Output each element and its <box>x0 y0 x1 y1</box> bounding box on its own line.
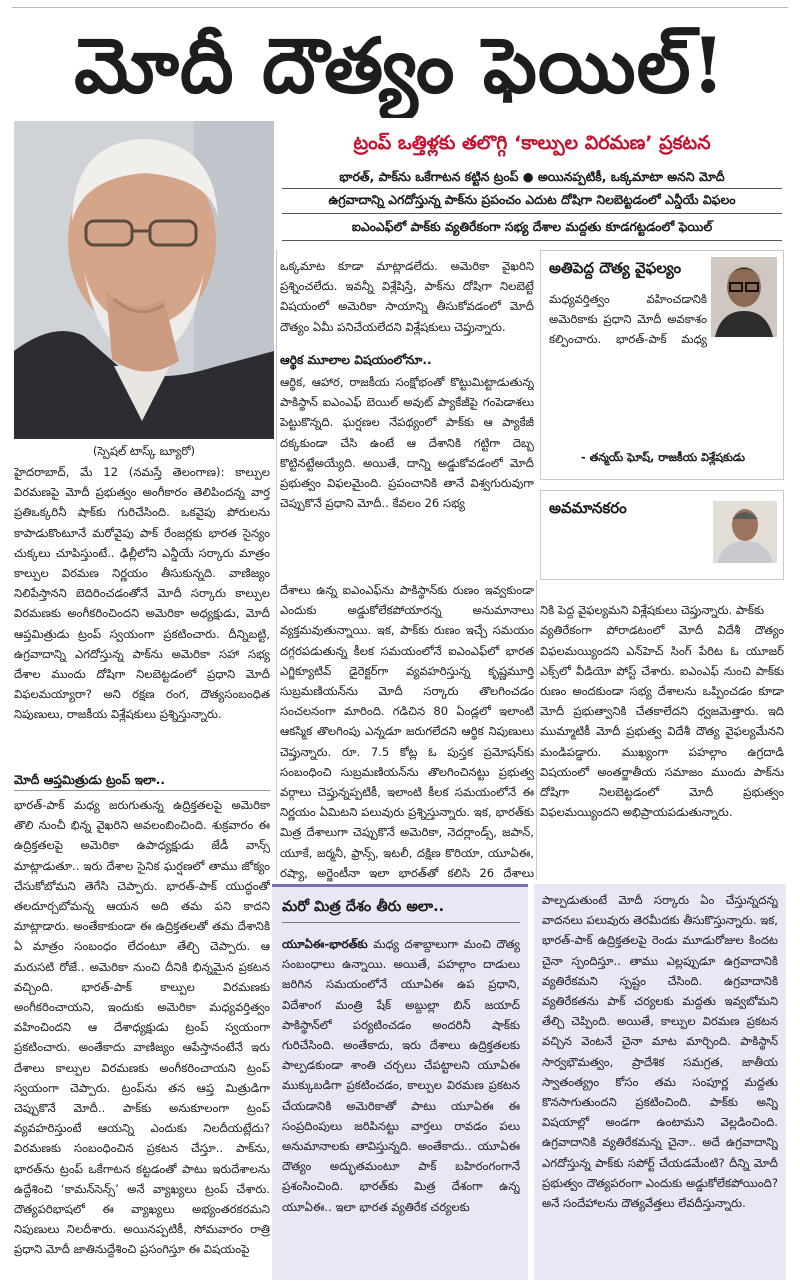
deck-line-2: ఉగ్రవాదాన్ని ఎగదోస్తున్న పాక్‌ను ప్రపంచం ఎదుట దోషిగా నిలబెట్టడంలో ఎన్డీయే విఫలం <box>328 192 736 207</box>
paragraph-text: వ్యతిరేకంగా పోరాడటంలో మోదీ విదేశీ దౌత్యం విఫలమయ్యిందని ఎన్‌హెచ్‌ సింగ్‌ పేరిట ఓ యూజర్‌ ఎక్స్‌లో వీడియో పోస్ట్‌ చేశారు. ఐఎంఎఫ్‌ నుంచి పాక్‌కు రుణం అందకుండా సభ్య దేశాలను ఒప్పించడం కూడా మోదీ ప్రభుత్వానికి చేతకాలేదని ధ్వజమెత్తారు. ఇది ముమ్మాటికీ మోదీ ప్రభుత్వ విదేశీ దౌత్య వైఫల్యమేనని మండిపడ్డారు. ముఖ్యంగా పహల్గాం ఉగ్రదాడి విషయంలో అంతర్జాతీయ సమాజం ముందు పాక్‌ను దోషిగా నిలబెట్టడంలో మోదీ ప్రభుత్వం విఫలమయ్యిందని అభిప్రాయపడుతున్నారు. <box>540 623 784 820</box>
article-paragraph: పాల్పడుతుంటే మోదీ సర్కారు ఏం చేస్తున్నదన్న వాదనలు పలువురు తెరమీదకు తీసుకొస్తున్నారు. ఇక, భారత్‌-పాక్‌ ఉద్రిక్తతలపై రెండు మూడురోజుల కిందట చైనా స్పందిస్తూ.. తాము ఎల్లప్పుడూ ఉగ్రవాదానికి వ్యతిరేకమని స్పష్టం చేసింది. ఉగ్రవాదానికి వ్యతిరేకతను పాక్‌ చర్యలకు మద్దతు ఇవ్వబోమని తేల్చి చెప్పింది. అయితే, కాల్పుల విరమణ ప్రకటన వచ్చిన వెంటనే చైనా మాట మార్చింది. పాకిస్థాన్‌ సార్వభౌమత్వం, ప్రాదేశిక సమగ్రత, జాతీయ స్వాతంత్య్రం కోసం తమ సంపూర్ణ మద్దతు కొనసాగుతుందని ప్రకటించింది. పాక్‌కు అన్ని విషయాల్లో అండగా ఉంటామని వెల్లడించింది. ఉగ్రవాదానికి వ్యతిరేకమన్న చైనా.. అదే ఉగ్రవాదాన్ని ఎగదోస్తున్న పాక్‌కు సపోర్ట్‌ చేయడమేంటి? దీన్ని మోదీ ప్రభుత్వం దౌత్యపరంగా ఎందుకు అడ్డుకోలేకపోయింది? అనే సందేహాలను దౌత్యవేత్తలు లేవదీస్తున్నారు. <box>542 893 778 1211</box>
subheading-rule <box>14 790 270 791</box>
feature-lead: యూఏఈ-భారత్‌కు <box>282 937 368 951</box>
quote-box-text: మధ్యవర్తిత్వం వహించడానికి అమెరికాకు ప్రధాని మోదీ అవకాశం కల్పించారు. భారత్‌-పాక్‌ మధ్య <box>549 292 707 347</box>
quote-box-title: అతిపెద్ద దౌత్య వైఫల్యం <box>549 259 682 277</box>
deck-line-1: భారత్‌, పాక్‌ను ఒకేగాటన కట్టిన ట్రంప్‌ ● అయినప్పటికీ, ఒక్కమాటా అనని మోదీ <box>339 169 725 184</box>
modi-photo <box>14 121 274 439</box>
article-paragraph: ఒక్కమాట కూడా మాట్లాడలేదు. అమెరికా వైఖరిని ప్రశ్నించలేదు. ఇవన్నీ విశ్లేషిస్తే, పాక్‌ను దోషిగా నిలబెట్టే విషయంలో అమెరికా సాయాన్ని తీసుకోవడంలో మోదీ దౌత్యం ఏమీ పనిచేయలేదని విశ్లేషకులు చెప్తున్నారు. <box>280 259 534 334</box>
article-paragraph: భారత్‌-పాక్‌ మధ్య జరుగుతున్న ఉద్రిక్తతలపై అమెరికా తొలి నుంచీ భిన్న వైఖరిని అవలంబించింది. శుక్రవారం ఈ ఉద్రిక్తతలపై అమెరికా ఉపాధ్యక్షుడు జేడీ వాన్స్‌ మాట్లాడుతూ.. ఇరు దేశాల సైనిక ఘర్షణలో తాము జోక్యం చేసుకోబోమని తెగేసి చెప్పారు. భారత్‌-పాక్‌ యుద్ధంతో తలదూర్చబోమన్న ఆయన అది తమ పని కాదని మాట్లాడారు. అంతేకాకుండా ఈ ఉద్రిక్తతలతో తమ దేశానికి ఏ మాత్రం సంబంధం లేదంటూ తేల్చి చెప్పారు. ఆ మరుసటి రోజే.. అమెరికా నుంచి దీనికి భిన్నమైన ప్రకటన వచ్చింది. భారత్‌-పాక్‌ కాల్పుల విరమణకు అంగీకరించాయని, ఇందుకు అమెరికా మధ్యవర్తిత్వం వహించిందని ఆ దేశాధ్యక్షుడు ట్రంప్‌ స్వయంగా ప్రకటించారు. అంతేకాదు వాణిజ్యం ఆపేస్తానంటేనే ఇరు దేశాలు కాల్పుల విరమణకు అంగీకరించాయని ట్రంప్‌ స్వయంగా చెప్పారు. ట్రంప్‌ను తన ఆప్త మిత్రుడిగా చెప్పుకొనే మోదీ.. పాక్‌కు అనుకూలంగా ట్రంప్‌ వ్యవహరిస్తుంటే ఆయన్ని ఎందుకు నిలదీయట్లేదు? విరమణకు సంబంధించిన ప్రకటన చేస్తూ.. పాక్‌ను, భారత్‌ను ట్రంప్‌ ఒకేగాటన కట్టడంతో పాటు ఇరుదేశాలను ఉద్దేశించి ‘కామన్‌సెన్స్‌’ అనే వ్యాఖ్యలు ట్రంప్‌ చేశారు. దౌత్యపరిభాషలో ఈ వ్యాఖ్యలు అభ్యంతరకరమని నిపుణులు నిలదీశారు. అయినప్పటికీ, సోమవారం రాత్రి ప్రధాని మోదీ జాతినుద్దేశించి ప్రసంగిస్తూ ఈ విషయంపై <box>14 798 270 1257</box>
deck-divider <box>282 240 782 241</box>
column-divider <box>276 250 277 880</box>
feature-paragraph <box>282 934 520 1278</box>
tanmay-ghosh-photo <box>711 257 777 337</box>
wide-line: నికి పెద్ద వైఫల్యమని విశ్లేషకులు చెప్తున్నారు. పాక్‌కు <box>540 603 765 618</box>
feature-title-rule <box>282 922 520 923</box>
feature-text: మధ్య దశాబ్దాలుగా మంచి దౌత్య సంబంధాలు ఉన్నాయి. అయితే, పహల్గాం దాడులు జరిగిన సమయంలోనే యూఏఈ ఉప ప్రధాని, విదేశాంగ మంత్రి షేక్‌ అబ్దుల్లా బిన్‌ జయాద్‌ పాకిస్థాన్‌లో పర్యటించడం అందరినీ షాక్‌కు గురిచేసింది. అంతేకాదు, ఇరు దేశాలు ఉద్రిక్తతలకు పాల్పడకుండా శాంతి చర్చలు చేపట్టాలని యూఏఈ ముక్కుబడిగా ప్రకటించడం, కాల్పుల విరమణ ప్రకటన చేయడానికి అమెరికాతో పాటు యూఏఈ ఈ సంప్రదింపులు జరిపినట్టు వార్తలు రావడం పలు అనుమానాలకు తావిస్తున్నది. అంతేకాదు.. యూఏఈ దౌత్యం అద్భుతమంటూ పాక్‌ బహిరంగంగానే ప్రశంసించింది. భారత్‌కు మిత్ర దేశంగా ఉన్న యూఏఈ.. ఇలా భారత వ్యతిరేక చర్యలకు <box>282 937 520 1214</box>
kicker-headline: ట్రంప్‌ ఒత్తిళ్లకు తలొగ్గి ‘కాల్పుల విరమణ’ ప్రకటన <box>353 132 711 154</box>
article-paragraph: ఆర్థిక, ఆహార, రాజకీయ సంక్షోభంతో కొట్టుమిట్టాడుతున్న పాకిస్థాన్‌ ఐఎంఎఫ్‌ బెయిల్‌ అవుట్‌ ప్యాకేజీపై గంపెడాశలు పెట్టుకొన్నది. ఘర్షణల నేపథ్యంలో పాక్‌కు ఆ ప్యాకేజీ దక్కకుండా చేసి ఉంటే ఆ దేశానికి గట్టిగా దెబ్బ కొట్టినట్టేఅయ్యేది. అయితే, దాన్ని అడ్డుకోవడంలో మోదీ ప్రభుత్వం విఫలమైంది. ప్రపంచానికి తానే విశ్వగురువుగా చెప్పుకొనే ప్రధాని మోదీ.. కేవలం 26 సభ్య <box>280 375 534 511</box>
quote-box-byline: - తన్మయ్‌ ఘోష్‌, రాజకీయ విశ్లేషకుడు <box>581 451 745 464</box>
article-paragraph: దేశాలు ఉన్న ఐఎంఎఫ్‌ను పాకిస్థాన్‌కు రుణం ఇవ్వకుండా ఎందుకు అడ్డుకోలేకపోయారన్న అనుమానాలు వ్యక్తమవుతున్నాయి. ఇక, పాక్‌కు రుణం ఇచ్చే సమయం దగ్గరపడుతున్న కీలక సమయంలోనే ఐఎంఎఫ్‌లో భారత ఎగ్జిక్యూటివ్‌ డైరెక్టర్‌గా వ్యవహరిస్తున్న కృష్ణమూర్తి సుబ్రమణియన్‌ను మోదీ సర్కారు తొలగించడం సంచలనంగా మారింది. గడిచిన 80 ఏండ్లలో ఇలాంటి ఆకస్మిక తొలగింపు ఎన్నడూ జరుగలేదని ఆర్థిక నిపుణులు చెప్తున్నారు. రూ. 7.5 కోట్ల ఓ పుస్తక ప్రమోషన్‌కు సంబంధించి సుబ్రమణియన్‌ను తొలగించినట్టు ప్రభుత్వ వర్గాలు చెప్తున్నప్పటికీ, ఇలాంటి కీలక సమయంలోనే ఈ నిర్ణయం ఏమిటని పలువురు ప్రశ్నిస్తున్నారు. ఇక, భారత్‌కు మిత్ర దేశాలుగా చెప్పుకొనే అమెరికా, నెదర్లాండ్స్‌, జపాన్‌, యూకే, జర్మనీ, ఫ్రాన్స్‌, ఇటలీ, దక్షిణ కొరియా, యూఏఈ, రష్యా, అర్జెంటీనా ఇలా భారత్‌తో కలిసి 26 దేశాలు <box>280 583 534 880</box>
headline: మోదీ దౌత్యం ఫెయిల్‌! <box>74 21 726 110</box>
article-paragraph: హైదరాబాద్‌, మే 12 (నమస్తే తెలంగాణ): కాల్పుల విరమణపై మోదీ ప్రభుత్వం అంగీకారం తెలిపిందన్న వార్త ప్రతిఒక్కరినీ షాక్‌కు గురిచేసింది. ఒకవైపు పోరులను కాపాడుకొంటూనే మరోవైపు పాక్‌ రేంజర్లకు భారత సైన్యం చుక్కలు చూపిస్తుంటే.. ఢిల్లీలోని ఎన్డీయే సర్కారు మాత్రం కాల్పుల విరమణ నిర్ణయం తీసుకున్నది. వాణిజ్యం నిలిపేస్తానని బెదిరించడంతోనే మోదీ సర్కారు కాల్పుల విరమణకు అంగీకరించిందని అమెరికా అధ్యక్షుడు, మోదీ ఆప్తమిత్రుడు ట్రంప్‌ స్వయంగా ప్రకటించారు. దీన్నిబట్టి, ఉగ్రవాదాన్ని ఎగదోస్తున్న పాక్‌ను అమెరికా సహా సభ్య దేశాల ముందు దోషిగా నిలబెట్టడంలో ప్రధాని మోదీ విఫలమయ్యారా? అని రక్షణ రంగ, దౌత్యసంబంధిత నిపుణులు, రాజకీయ విశ్లేషకులు ప్రశ్నిస్తున్నారు. <box>14 465 270 722</box>
dateline: (స్పెషల్‌ టాస్క్‌ బ్యూరో) <box>92 444 196 458</box>
quote-box-body <box>549 289 707 349</box>
quote-box-diplomatic-failure <box>540 250 784 480</box>
quote-box-title: అవమానకరం <box>549 499 627 517</box>
deck-divider <box>282 213 782 214</box>
feature-title: మరో మిత్ర దేశం తీరు అలా.. <box>282 899 445 915</box>
article-paragraph <box>540 580 784 882</box>
deck-line-3: ఐఎంఎఫ్‌లో పాక్‌కు వ్యతిరేకంగా సభ్య దేశాల మద్దతు కూడగట్టడంలో ఫెయిల్‌ <box>351 219 713 234</box>
subheading: మోదీ ఆప్తమిత్రుడు ట్రంప్‌ ఇలా.. <box>14 773 166 787</box>
quote-box-humiliating <box>540 490 784 580</box>
column-divider <box>536 580 537 880</box>
subheading: ఆర్థిక మూలాల విషయంలోనూ.. <box>280 353 432 367</box>
top-rule <box>12 0 788 8</box>
sushant-singh-photo <box>713 501 777 563</box>
